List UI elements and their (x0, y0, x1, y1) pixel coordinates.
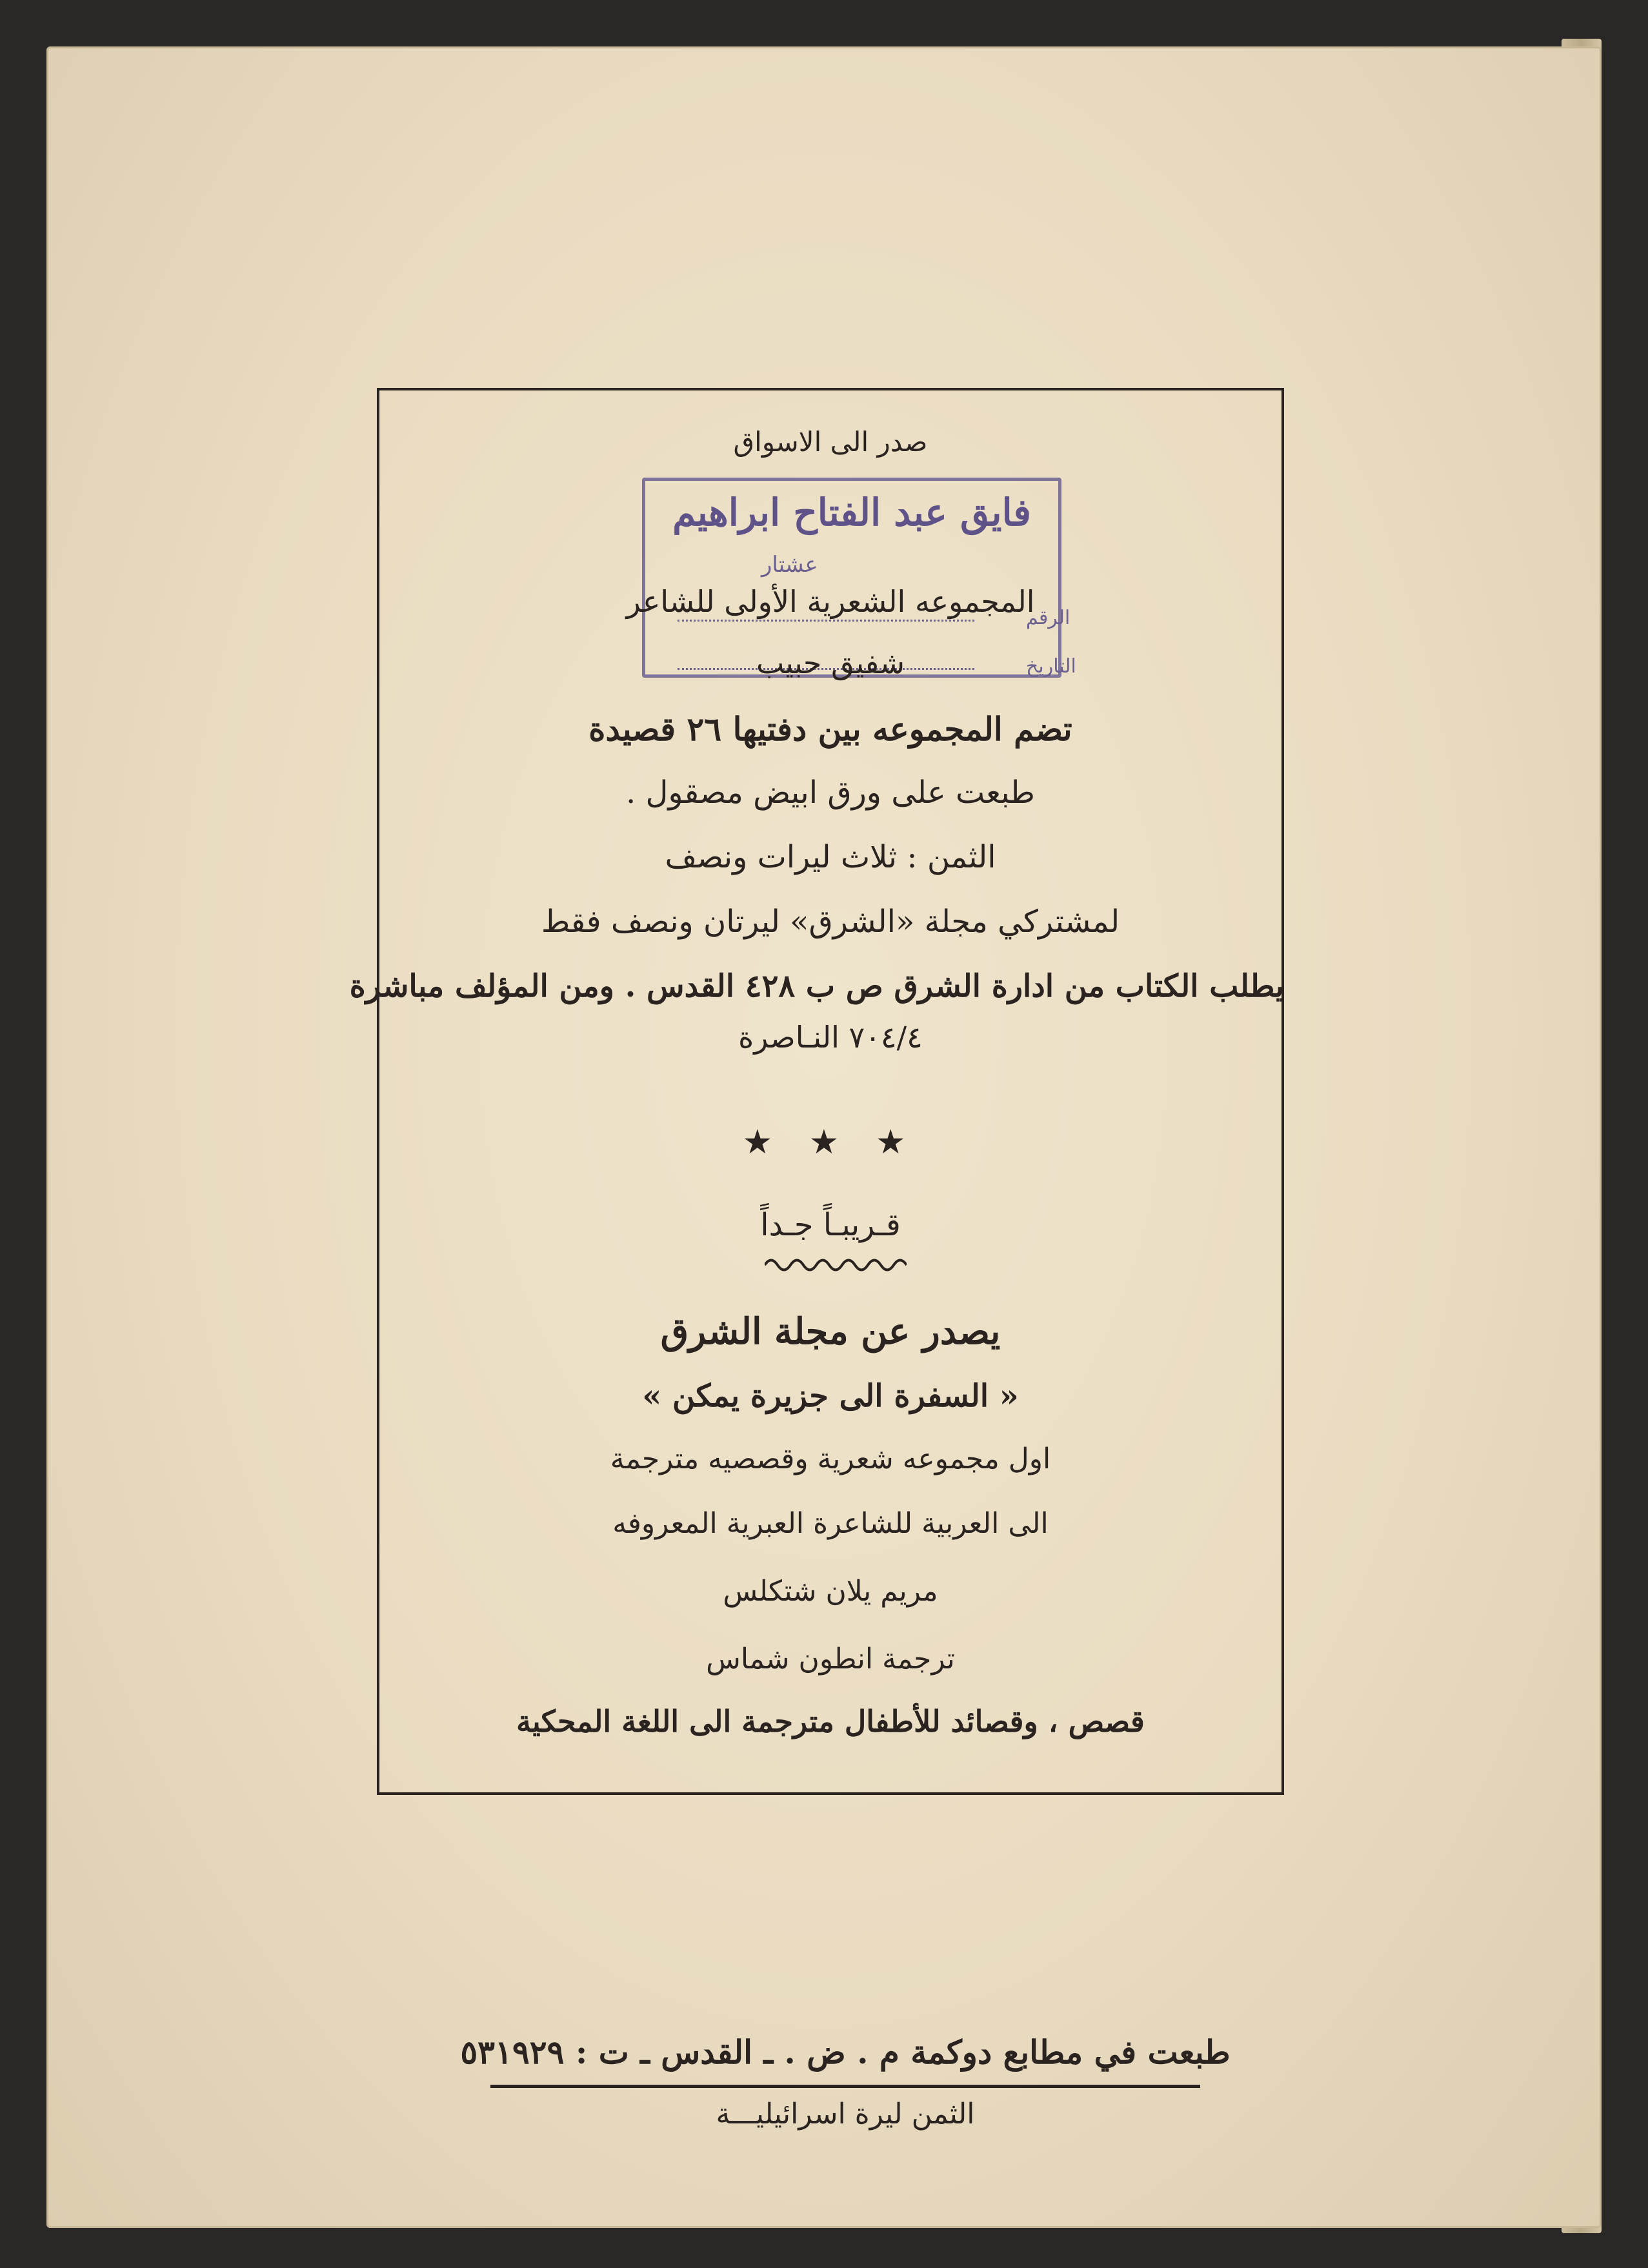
footer-price: الثمن ليرة اسرائيليـــة (716, 2098, 975, 2131)
coming-soon-heading: قـريبـاً جـداً (760, 1207, 901, 1243)
released-label: صدر الى الاسواق (733, 426, 928, 458)
book-extra: قصص ، وقصائد للأطفال مترجمة الى اللغة المحكية (516, 1704, 1145, 1739)
book-author: مريم يلان شتكلس (723, 1575, 938, 1608)
stamp-handwritten-note: عشتار (761, 552, 818, 578)
wavy-underline (765, 1255, 907, 1275)
book-description-2: الى العربية للشاعرة العبرية المعروفه (612, 1507, 1049, 1540)
footer-rule (490, 2085, 1200, 2088)
publisher-line: يصدر عن مجلة الشرق (660, 1310, 1001, 1353)
book-description-1: اول مجموعه شعرية وقصصيه مترجمة (610, 1443, 1051, 1475)
poet-name: شفيق حبيب (756, 645, 905, 680)
stamp-number-line (678, 620, 974, 622)
star-divider: ★ ★ ★ (742, 1123, 919, 1162)
price-line: الثمن : ثلاث ليرات ونصف (665, 839, 996, 875)
stamp-name: فايق عبد الفتاح ابراهيم (672, 491, 1031, 534)
collection-line: المجموعه الشعرية الأولى للشاعر (626, 584, 1035, 619)
stamp-number-label: الرقم (1026, 607, 1070, 629)
order-line: يطلب الكتاب من ادارة الشرق ص ب ٤٢٨ القدس . ومن المؤلف مباشرة (349, 968, 1284, 1004)
subscriber-price: لمشتركي مجلة «الشرق» ليرتان ونصف فقط (541, 904, 1120, 940)
address-line: ٧٠٤/٤ النـاصرة (738, 1020, 923, 1055)
book-translator: ترجمة انطون شماس (706, 1643, 955, 1676)
stamp-date-label: التاريخ (1026, 655, 1076, 678)
book-title: « السفرة الى جزيرة يمكن » (642, 1378, 1019, 1414)
poem-count: تضم المجموعه بين دفتيها ٢٦ قصيدة (588, 710, 1072, 748)
paper-note: طبعت على ورق ابيض مصقول . (626, 775, 1035, 811)
printer-line: طبعت في مطابع دوكمة م . ض . ـ القدس ـ ت : ٥٣١٩٢٩ (460, 2033, 1231, 2071)
